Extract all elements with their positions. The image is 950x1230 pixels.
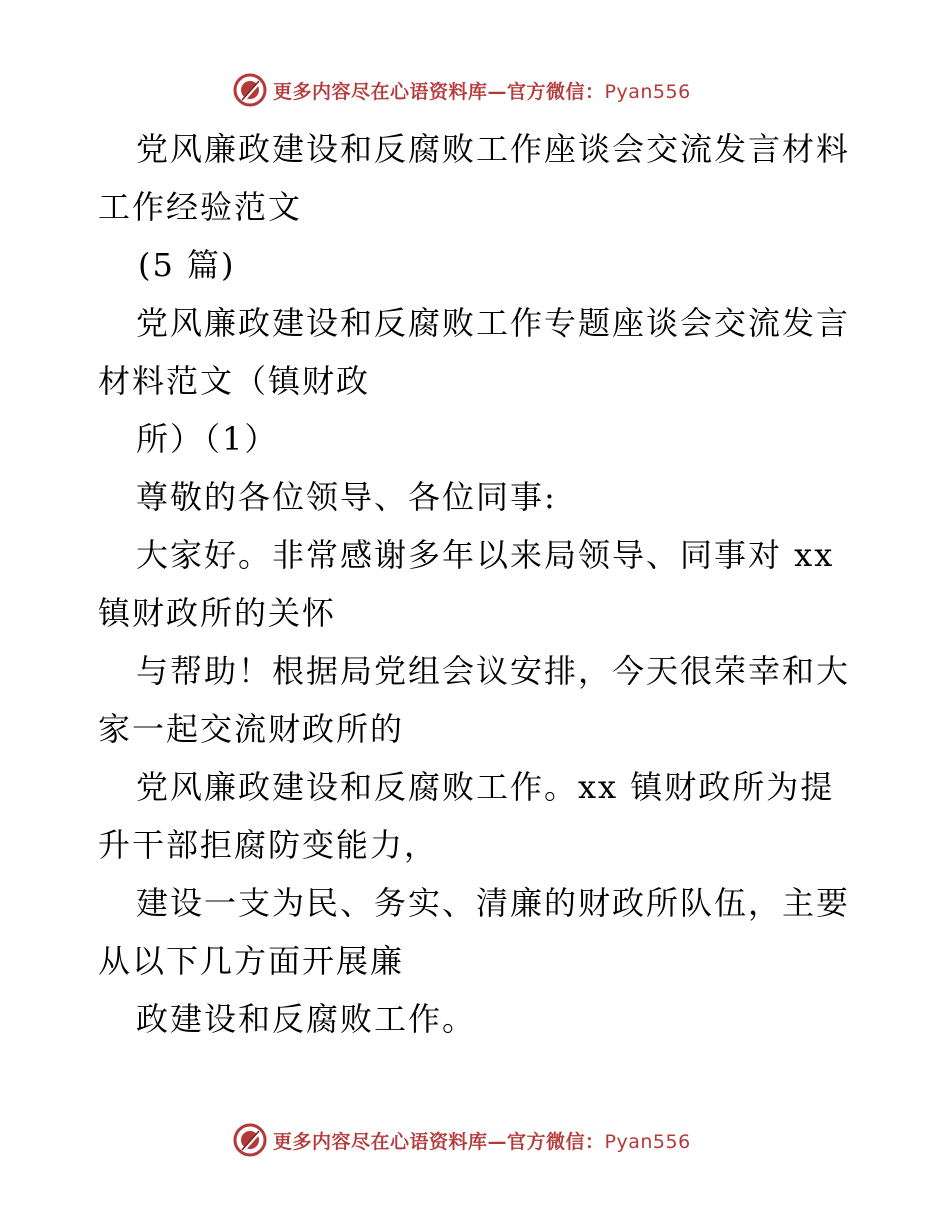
watermark-text: 更多内容尽在心语资料库—官方微信：Pyan556 — [273, 1130, 691, 1153]
pen-logo-icon — [233, 73, 267, 107]
salutation: 尊敬的各位领导、各位同事: — [136, 478, 557, 516]
paragraph-line: 从以下几方面开展廉 — [98, 942, 405, 980]
subtitle-line-3: 所）（1） — [136, 420, 279, 458]
watermark-text: 更多内容尽在心语资料库—官方微信：Pyan556 — [273, 80, 691, 103]
header-watermark — [233, 70, 691, 110]
subtitle-line-2: 材料范文（镇财政 — [98, 362, 371, 400]
watermark-id: Pyan556 — [604, 80, 691, 103]
pen-logo-icon — [233, 1123, 267, 1157]
paragraph-line: 政建设和反腐败工作。 — [136, 1000, 477, 1038]
paragraph-line: 建设一支为民、务实、清廉的财政所队伍，主要 — [136, 884, 851, 922]
paragraph-line: 与帮助！根据局党组会议安排，今天很荣幸和大 — [136, 652, 851, 690]
paragraph-line: 镇财政所的关怀 — [98, 594, 337, 632]
footer-watermark — [233, 1120, 691, 1160]
title-line-1: 党风廉政建设和反腐败工作座谈会交流发言材料 — [136, 130, 851, 168]
subtitle-line-1: 党风廉政建设和反腐败工作专题座谈会交流发言 — [136, 304, 851, 342]
paragraph-line: 大家好。非常感谢多年以来局领导、同事对 xx — [136, 536, 835, 574]
paragraph-line: 党风廉政建设和反腐败工作。xx 镇财政所为提 — [136, 768, 835, 806]
title-line-2: 工作经验范文 — [98, 188, 303, 226]
document-body — [98, 120, 858, 1048]
paragraph-line: 家一起交流财政所的 — [98, 710, 405, 748]
watermark-id: Pyan556 — [604, 1130, 691, 1153]
paragraph-line: 升干部拒腐防变能力， — [98, 826, 439, 864]
title-count: (5 篇) — [138, 246, 236, 284]
